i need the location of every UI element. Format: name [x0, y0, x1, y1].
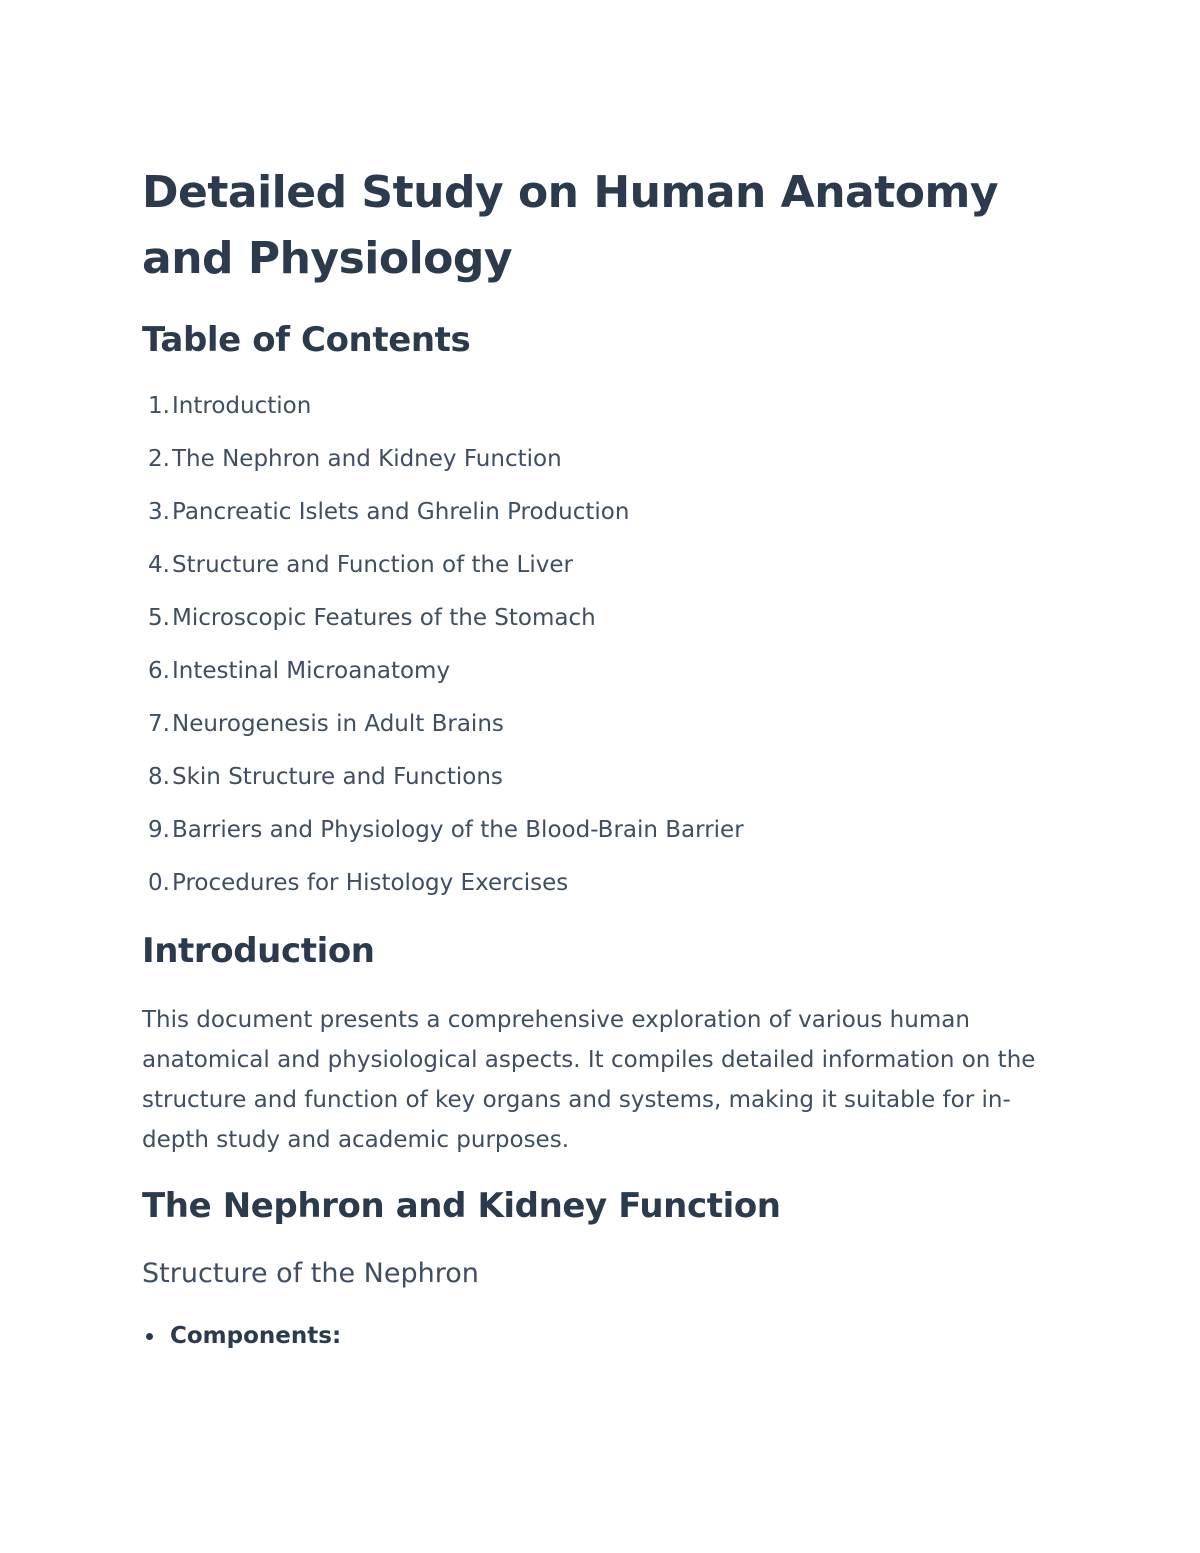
introduction-heading: Introduction [142, 931, 375, 971]
toc-item[interactable] [142, 759, 744, 812]
toc-item-number: 8. [148, 764, 170, 790]
toc-item-label: Structure and Function of the Liver [172, 552, 573, 578]
toc-item[interactable] [142, 441, 744, 494]
toc-item-number: 3. [148, 499, 170, 525]
toc-item[interactable] [142, 547, 744, 600]
list-item [142, 1318, 341, 1354]
toc-item[interactable] [142, 388, 744, 441]
document-title: Detailed Study on Human Anatomy and Physiology [142, 167, 999, 284]
toc-item-label: The Nephron and Kidney Function [172, 446, 562, 472]
toc-item-label: Microscopic Features of the Stomach [172, 605, 596, 631]
toc-item-label: Barriers and Physiology of the Blood-Brain Barrier [172, 817, 744, 843]
toc-item[interactable] [142, 706, 744, 759]
toc-item-number: 5. [148, 605, 170, 631]
toc-item[interactable] [142, 494, 744, 547]
toc-item-number: 4. [148, 552, 170, 578]
toc-item[interactable] [142, 653, 744, 706]
toc-item-number: 9. [148, 817, 170, 843]
toc-item-label: Procedures for Histology Exercises [172, 870, 569, 896]
toc-item-label: Pancreatic Islets and Ghrelin Production [172, 499, 630, 525]
toc-heading: Table of Contents [142, 320, 471, 360]
nephron-heading: The Nephron and Kidney Function [142, 1186, 781, 1226]
toc-item-number: 1. [148, 393, 170, 419]
toc-item-label: Skin Structure and Functions [172, 764, 503, 790]
toc-item[interactable] [142, 865, 744, 918]
nephron-bullet-list [142, 1318, 341, 1354]
toc-item-number: 7. [148, 711, 170, 737]
toc-item[interactable] [142, 812, 744, 865]
toc-item-number: 2. [148, 446, 170, 472]
list-item-label: Components: [170, 1323, 342, 1349]
bullet-icon [146, 1333, 153, 1340]
table-of-contents [142, 388, 744, 918]
toc-item-label: Intestinal Microanatomy [172, 658, 451, 684]
toc-item-label: Introduction [172, 393, 312, 419]
nephron-structure-subheading: Structure of the Nephron [142, 1258, 479, 1289]
toc-item[interactable] [142, 600, 744, 653]
introduction-paragraph: This document presents a comprehensive exploration of various human anatomical and physiological aspects. It compiles detailed information on the structure and function of key organs and systems, making it suitable for in-depth study and academic purposes. [142, 1007, 1036, 1153]
toc-item-number: 6. [148, 658, 170, 684]
toc-item-label: Neurogenesis in Adult Brains [172, 711, 504, 737]
toc-item-number: 0. [148, 870, 170, 896]
